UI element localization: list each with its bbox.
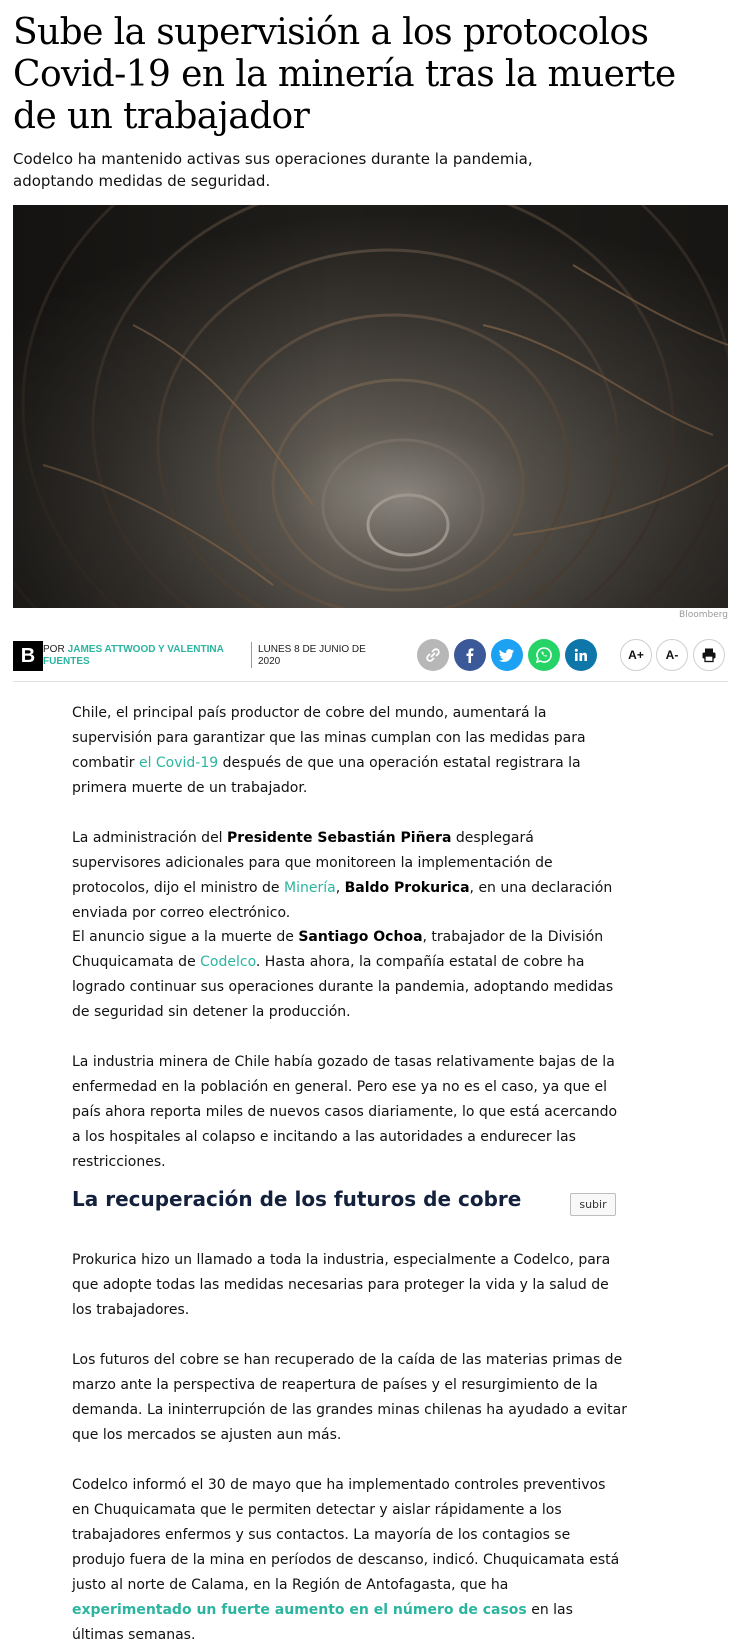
article-paragraph-2 [72,826,627,926]
paragraph-text: Chile, el principal país productor de cobre del mundo, aumentará la supervisión para garantizar que las minas cumplan con las medidas para combatir [72,705,586,771]
share-whatsapp-button[interactable] [528,639,560,671]
article-paragraph-5: Prokurica hizo un llamado a toda la industria, especialmente a Codelco, para que adopte todas las medidas necesarias para proteger la vida y la salud de los trabajadores. [72,1252,611,1318]
share-linkedin-button[interactable] [565,639,597,671]
article-paragraph-4: La industria minera de Chile había gozado de tasas relativamente bajas de la enfermedad en la población en general. Pero ese ya no es el caso, ya que el país ahora reporta miles de nuevos casos diariamente, lo que está acercando a los hospitales al colapso e incitando a las autoridades a endurecer las restricciones. [72,1054,618,1170]
print-button[interactable] [693,639,725,671]
paragraph-text: , en una declaración enviada por correo electrónico. [72,880,613,921]
share-link-button[interactable] [417,639,449,671]
open-pit-mine-photo [13,205,728,608]
image-credit: Bloomberg [679,610,728,620]
increase-font-button[interactable]: A+ [620,639,652,671]
link-icon [425,647,441,663]
facebook-icon [462,647,478,663]
paragraph-text: La administración del [72,830,228,846]
share-facebook-button[interactable] [454,639,486,671]
article-paragraph-6: Los futuros del cobre se han recuperado de la caída de las materias primas de marzo ante la perspectiva de reapertura de países y el resurgimiento de la demanda. La ininterrupción de las grandes minas chilenas ha ayudado a evitar que los mercados se ajusten aun más. [72,1352,627,1443]
paragraph-text: , [335,880,345,896]
article-subheadline: Codelco ha mantenido activas sus operaciones durante la pandemia, adoptando medidas de seguridad. [13,150,533,190]
article-paragraph-3 [72,925,627,1025]
paragraph-text: . Hasta ahora, la compañía estatal de cobre ha logrado continuar sus operaciones durante la pandemia, adoptando medidas de seguridad sin detener la producción. [72,954,614,1020]
bold-name: Presidente Sebastián Piñera [227,830,452,846]
article-headline: Sube la supervisión a los protocolos Covid-19 en la minería tras la muerte de un trabajador [13,12,676,137]
article-paragraph-7 [72,1473,627,1648]
paragraph-text: Codelco informó el 30 de mayo que ha implementado controles preventivos en Chuquicamata que le permiten detectar y aislar rápidamente a los trabajadores enfermos y sus contactos. La mayoría de los contagios se produjo fuera de la mina en períodos de descanso, indicó. Chuquicamata está justo al norte de Calama, en la Región de Antofagasta, que ha [72,1477,620,1593]
bold-name: Baldo Prokurica [344,880,470,896]
codelco-link[interactable]: Codelco [200,954,256,970]
cases-increase-link[interactable]: experimentado un fuerte aumento en el número de casos [72,1602,527,1618]
byline-bar [13,637,728,673]
hero-image [13,205,728,608]
paragraph-text: El anuncio sigue a la muerte de [72,929,299,945]
covid-link[interactable]: el Covid-19 [138,755,219,771]
article-paragraph-1 [72,701,627,801]
scroll-up-button[interactable]: subir [570,1193,616,1216]
linkedin-icon [573,647,589,663]
date-separator [251,642,252,668]
paragraph-text: después de que una operación estatal registrara la primera muerte de un trabajador. [72,755,581,796]
mineria-link[interactable]: Minería [284,880,336,896]
byline [43,644,233,668]
paragraph-text: en las últimas semanas. [72,1602,573,1643]
twitter-icon [499,647,515,663]
whatsapp-icon [535,646,553,664]
brand-logo: B [13,641,43,671]
author-link[interactable]: JAMES ATTWOOD Y VALENTINA FUENTES [43,644,224,667]
decrease-font-button[interactable]: A- [656,639,688,671]
printer-icon [701,647,717,663]
byline-divider [13,681,728,682]
byline-prefix: POR [43,644,65,655]
paragraph-text: desplegará supervisores adicionales para que monitoreen la implementación de protocolos, dijo el ministro de [72,830,553,896]
section-heading: La recuperación de los futuros de cobre [72,1187,522,1211]
paragraph-text: , trabajador de la División Chuquicamata de [72,929,604,970]
publication-date: LUNES 8 DE JUNIO DE 2020 [258,644,366,667]
share-twitter-button[interactable] [491,639,523,671]
bold-name: Santiago Ochoa [298,929,423,945]
